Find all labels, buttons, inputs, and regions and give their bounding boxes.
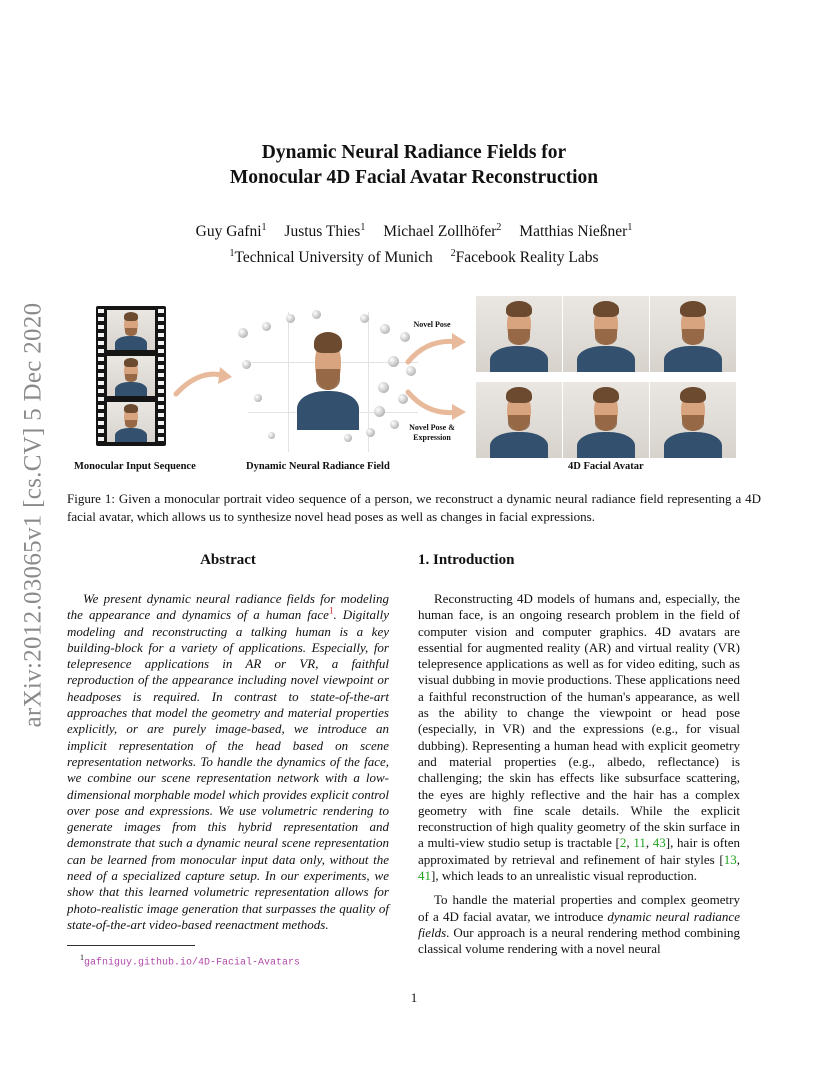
label-input-sequence: Monocular Input Sequence <box>74 461 196 472</box>
author-list <box>0 217 828 243</box>
page-number: 1 <box>410 990 418 1005</box>
teaser-figure <box>72 290 742 478</box>
avatar-output <box>476 382 562 458</box>
input-frame <box>107 310 155 350</box>
face-photo <box>107 356 155 396</box>
citation-link[interactable]: 11 <box>633 835 646 851</box>
abstract-heading: Abstract <box>200 552 256 568</box>
avatar-output <box>563 382 649 458</box>
author: Justus Thies$^1$ <box>284 222 366 241</box>
citation-link[interactable]: 2 <box>619 835 627 851</box>
face-photo <box>107 310 155 350</box>
film-strip <box>96 306 166 446</box>
footnote-ref[interactable]: 1 <box>328 605 334 616</box>
arrow-novel-pose <box>404 330 470 366</box>
affiliation: $^2$Facebook Reality Labs <box>450 248 599 267</box>
author: Matthias Nießner$^1$ <box>519 222 633 241</box>
label-novel-pose-expression: Novel Pose & Expression <box>409 423 455 442</box>
paragraph: To handle the material properties and complex geometry of a 4D facial avatar, we introduce dynamic neural radiance fields. Our approach is a neural rendering method combining classical volume rendering with a novel neural <box>418 892 740 957</box>
author: Michael Zollhöfer$^2$ <box>383 222 502 241</box>
citation-link[interactable]: 41 <box>418 868 431 884</box>
figure-caption: Figure 1: Given a monocular portrait video sequence of a person, we reconstruct a dynamic neural radiance field representing a 4D facial avatar, which allows us to synthesize novel head poses as well as changes in facial expressions. <box>67 491 761 524</box>
author-block <box>0 217 828 269</box>
face-render <box>282 326 374 424</box>
face-photo <box>107 402 155 442</box>
arxiv-stamp: arXiv:2012.03065v1 [cs.CV] 5 Dec 2020 <box>19 302 47 728</box>
paragraph: Reconstructing 4D models of humans and, especially, the human face, is an ongoing research problem in the field of computer vision and computer graphics. 4D avatars are essential for augmented reality (AR) and virtual reality (VR) telepresence applications as well as for video editing, such as visual dubbing in movie productions. These applications need a faithful reconstruction of the human's appearance, as well as the ability to change the viewpoint or head pose (especially, in VR) and the expressions (e.g., for visual dubbing). Representing a human head with explicit geometry and material properties (e.g., albedo, reflectance) is challenging; the skin has effects like subsurface scattering, the eyes are highly reflective and the hair has a complex geometry with fine scale details. While the explicit reconstruction of high quality geometry of the skin surface in a multi-view studio setup is tractable [2, 11, 43], hair is often approximated by retrieval and refinement of hair styles [13, 41], which leads to an unrealistic visual reproduction. <box>418 591 741 884</box>
title-line-2: Monocular 4D Facial Avatar Reconstruction <box>229 167 599 188</box>
paper-title <box>0 140 828 190</box>
footnote-link[interactable]: gafniguy.github.io/4D-Facial-Avatars <box>84 957 301 969</box>
input-frame <box>107 356 155 396</box>
avatar-output <box>563 296 649 372</box>
introduction-section <box>418 550 740 966</box>
label-facial-avatar: 4D Facial Avatar <box>568 461 644 472</box>
author: Guy Gafni$^1$ <box>195 222 267 241</box>
label-radiance-field: Dynamic Neural Radiance Field <box>246 461 390 472</box>
input-frame <box>107 402 155 442</box>
title-line-1: Dynamic Neural Radiance Fields for <box>261 142 567 163</box>
film-perforation <box>158 309 164 443</box>
abstract-section <box>67 550 389 933</box>
affiliation-list <box>0 243 828 269</box>
abstract-body: We present dynamic neural radiance fields for modeling the appearance and dynamics of a human face$^1$. Digitally modeling and reconstructing a talking human is a key building-block for a variety of applications. Especially, for telepresence applications in AR or VR, a faithful reproduction of the appearance including novel viewpoint or headposes is required. In contrast to state-of-the-art approaches that model the geometry and material properties explicitly, or are purely image-based, we introduce an implicit representation of the head based on scene representation networks. To handle the dynamics of the face, we combine our scene representation network with a low-dimensional morphable model which provides explicit control over pose and expressions. We use volumetric rendering to generate images from this hybrid representation and demonstrate that such a dynamic neural scene representation can be learned from monocular input data only, without the need of a specialized capture setup. In our experiments, we show that this learned volumetric representation allows for photo-realistic image generation that surpasses the quality of state-of-the-art video-based reenactment methods. <box>67 591 389 932</box>
introduction-body <box>418 591 740 958</box>
avatar-output <box>650 382 736 458</box>
citation-link[interactable]: 13 <box>723 851 737 867</box>
arrow-novel-pose-expression <box>404 388 470 424</box>
radiance-field-face <box>282 326 374 424</box>
introduction-heading: 1. Introduction <box>418 552 515 568</box>
label-novel-pose: Novel Pose <box>413 320 451 329</box>
citation-link[interactable]: 43 <box>652 835 666 851</box>
film-perforation <box>98 309 104 443</box>
footnote-rule <box>67 945 195 946</box>
footnote: $^1$gafniguy.github.io/4D-Facial-Avatars <box>80 953 301 969</box>
avatar-output <box>476 296 562 372</box>
avatar-output <box>650 296 736 372</box>
arrow-input-to-field <box>172 360 236 400</box>
affiliation: $^1$Technical University of Munich <box>229 248 433 267</box>
